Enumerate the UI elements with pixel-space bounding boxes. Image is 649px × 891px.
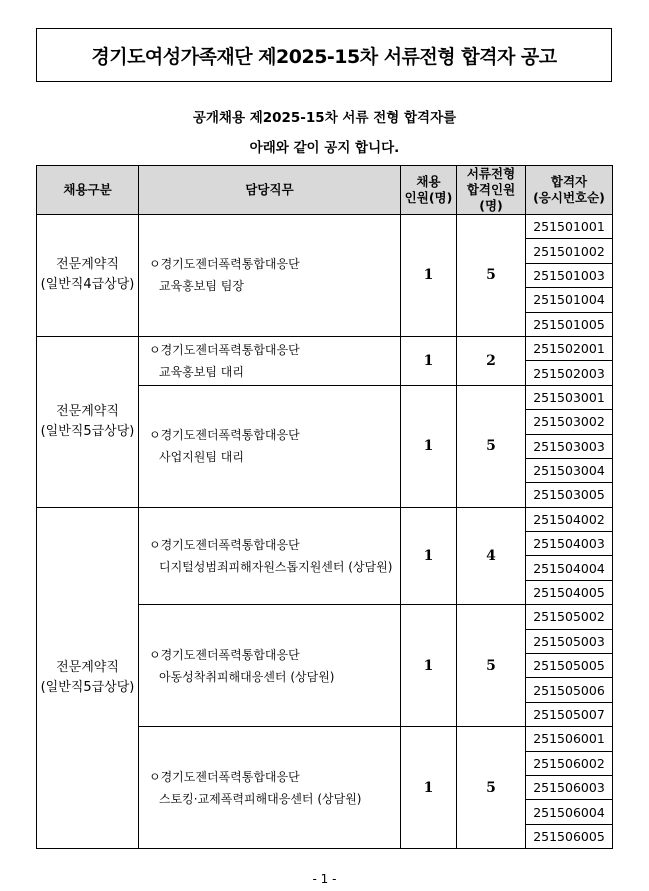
- job-cell: [139, 605, 401, 727]
- applicant-id: 251505003: [526, 629, 613, 653]
- hire-count: 1: [401, 385, 457, 507]
- job-cell: [139, 507, 401, 605]
- category-line2: (일반직5급상당): [40, 423, 135, 439]
- category-line2: (일반직4급상당): [40, 277, 135, 293]
- hire-count: 1: [401, 605, 457, 727]
- job-cell: [139, 336, 401, 385]
- category-line2: (일반직5급상당): [40, 679, 135, 695]
- table-row: [37, 336, 613, 360]
- category-cell: [37, 336, 139, 507]
- job-team: 디지털성범죄피해자원스톱지원센터 (상담원): [159, 559, 393, 574]
- pass-count: 5: [457, 727, 526, 849]
- hire-count: 1: [401, 727, 457, 849]
- applicant-id: 251505006: [526, 678, 613, 702]
- applicant-id: 251506004: [526, 800, 613, 824]
- header-hire: [401, 166, 457, 215]
- job-org: ㅇ경기도젠더폭력통합대응단: [149, 342, 300, 357]
- job-team: 교육홍보팀 대리: [159, 364, 244, 379]
- applicant-id: 251504004: [526, 556, 613, 580]
- table-row: [37, 215, 613, 239]
- job-org: ㅇ경기도젠더폭력통합대응단: [149, 647, 300, 662]
- pass-count: 5: [457, 605, 526, 727]
- job-team: 스토킹·교제폭력피해대응센터 (상담원): [159, 791, 362, 806]
- category-line1: 전문계약직: [56, 403, 119, 419]
- header-job: 담당직무: [139, 166, 401, 215]
- job-org: ㅇ경기도젠더폭력통합대응단: [149, 537, 300, 552]
- job-cell: [139, 385, 401, 507]
- applicant-id: 251501005: [526, 312, 613, 336]
- applicant-id: 251501001: [526, 215, 613, 239]
- applicant-id: 251503003: [526, 434, 613, 458]
- header-pass-line1: 서류전형: [466, 166, 516, 181]
- applicant-id: 251505007: [526, 702, 613, 726]
- applicant-id: 251501003: [526, 263, 613, 287]
- applicant-id: 251503005: [526, 483, 613, 507]
- job-org: ㅇ경기도젠더폭력통합대응단: [149, 257, 300, 272]
- applicant-id: 251504005: [526, 580, 613, 604]
- job-cell: [139, 215, 401, 337]
- results-table: [36, 165, 613, 849]
- category-line1: 전문계약직: [56, 257, 119, 273]
- applicant-id: 251504003: [526, 532, 613, 556]
- category-cell: [37, 507, 139, 848]
- job-org: ㅇ경기도젠더폭력통합대응단: [149, 428, 300, 443]
- applicant-id: 251501002: [526, 239, 613, 263]
- hire-count: 1: [401, 215, 457, 337]
- header-hire-line1: 채용: [416, 174, 441, 189]
- job-team: 아동성착취피해대응센터 (상담원): [159, 669, 335, 684]
- applicant-id: 251506002: [526, 751, 613, 775]
- pass-count: 5: [457, 215, 526, 337]
- job-org: ㅇ경기도젠더폭력통합대응단: [149, 769, 300, 784]
- pass-count: 5: [457, 385, 526, 507]
- header-pass: [457, 166, 526, 215]
- applicant-id: 251501004: [526, 288, 613, 312]
- hire-count: 1: [401, 336, 457, 385]
- pass-count: 4: [457, 507, 526, 605]
- table-row: [37, 507, 613, 531]
- header-ids-line2: (응시번호순): [533, 190, 605, 205]
- job-team: 사업지원팀 대리: [159, 450, 244, 465]
- pass-count: 2: [457, 336, 526, 385]
- header-ids: [526, 166, 613, 215]
- page-title: 경기도여성가족재단 제2025-15차 서류전형 합격자 공고: [36, 28, 612, 82]
- page-number: - 1 -: [312, 872, 337, 886]
- table-header-row: [37, 166, 613, 215]
- category-cell: [37, 215, 139, 337]
- applicant-id: 251503001: [526, 385, 613, 409]
- header-pass-line2: 합격인원(명): [466, 182, 516, 213]
- applicant-id: 251503002: [526, 410, 613, 434]
- applicant-id: 251503004: [526, 458, 613, 482]
- intro-line-1: 공개채용 제2025-15차 서류 전형 합격자를: [192, 110, 457, 126]
- applicant-id: 251506001: [526, 727, 613, 751]
- hire-count: 1: [401, 507, 457, 605]
- applicant-id: 251504002: [526, 507, 613, 531]
- applicant-id: 251505005: [526, 654, 613, 678]
- intro-line-2: 아래와 같이 공지 합니다.: [249, 140, 400, 156]
- job-cell: [139, 727, 401, 849]
- applicant-id: 251502003: [526, 361, 613, 385]
- header-ids-line1: 합격자: [550, 174, 588, 189]
- header-category: 채용구분: [37, 166, 139, 215]
- header-hire-line2: 인원(명): [404, 190, 453, 205]
- job-team: 교육홍보팀 팀장: [159, 279, 244, 294]
- applicant-id: 251502001: [526, 336, 613, 360]
- applicant-id: 251506005: [526, 824, 613, 848]
- applicant-id: 251505002: [526, 605, 613, 629]
- category-line1: 전문계약직: [56, 659, 119, 675]
- applicant-id: 251506003: [526, 775, 613, 799]
